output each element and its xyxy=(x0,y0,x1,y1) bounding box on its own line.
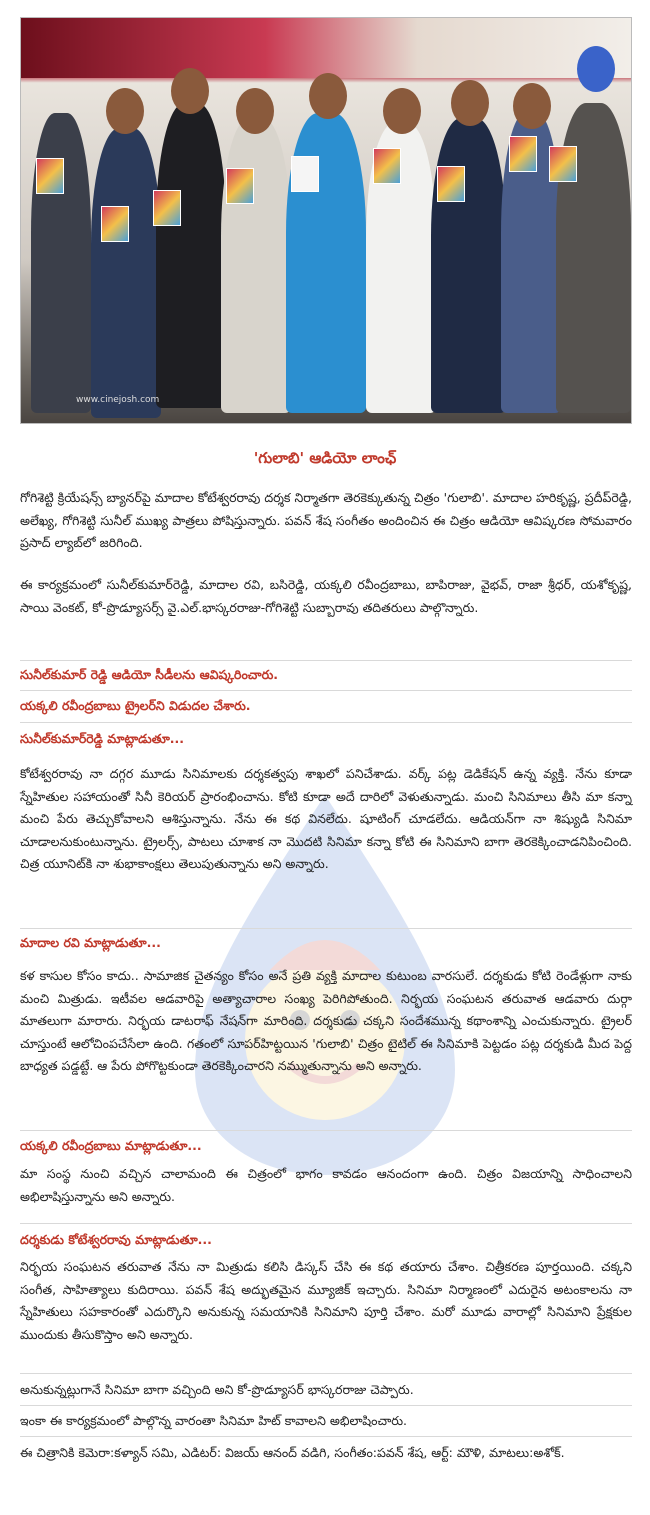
divider xyxy=(20,1223,632,1224)
person-figure xyxy=(156,103,226,408)
attendees-paragraph: ఈ కార్యక్రమంలో సునీల్‌కుమార్‌రెడ్డి, మాదాల రవి, బసిరెడ్డి, యక్కలి రవీంద్రబాబు, బాపిరాజు, వైభవ్, రాజా శ్రీధర్, యశోకృష్ణ, సాయి వెంకట్, కో-ప్రొడ్యూసర్స్ వై.ఎల్.భాస్కరరాజు-గోగిశెట్టి సుబ్బారావు తదితరులు పాల్గొన్నారు. xyxy=(20,577,632,615)
speech-paragraph: కళ కాసుల కోసం కాదు.. సామాజిక చైతన్యం కోసం అనే ప్రతి వ్యక్తి మాదాల కుటుంబ వారసులే. దర్శకుడు కోటి రెండేళ్లుగా నాకు మంచి మిత్రుడు. ఇటీవల ఆడవారిపై అత్యాచారాల సంఖ్య పెరిగిపోతుంది. నిర్భయ సంఘటన తరువాత ఆడవారు దుర్గా మాతలుగా మారారు. నిర్భయ డాటరాఫ్ నేషన్‌గా మారింది. దర్శకుడు చక్కని సందేశమున్న కథాంశాన్ని ఎంచుకున్నారు. ట్రైలర్ చూస్తుంటే ఆలోచింపచేసేలా ఉంది. గతంలో సూపర్‌హిట్టయిన 'గులాబి' చిత్రం టైటిల్ ఈ సినిమాకి పెట్టడం పట్ల దర్శకుడి మీద పెద్ద బాధ్యత పడ్డట్టే. ఆ పేరు పోగొట్టకుండా తెరకెక్కించారని నమ్ముతున్నాను అని అన్నారు. xyxy=(20,968,632,1073)
audio-cd xyxy=(549,146,577,182)
photo-backdrop-banner xyxy=(21,18,631,78)
article-title: 'గులాబి' ఆడియో లాంఛ్ xyxy=(253,449,397,467)
person-figure xyxy=(91,128,161,418)
divider xyxy=(20,1436,632,1437)
speech-paragraph: కోటేశ్వరరావు నా దగ్గర మూడు సినిమాలకు దర్శకత్వపు శాఖలో పనిచేశాడు. వర్క్ పట్ల డెడికేషన్ ఉన్న వ్యక్తి. నేను కూడా స్నేహితుల సహాయంతో సినీ కెరియర్ ప్రారంభించాను. కోటి కూడా అదే దారిలో వెళుతున్నాడు. మంచి సినిమాలు తీసి మా కన్నా మంచి పేరు తెచ్చుకోవాలని ఆశిస్తున్నాను. నేను ఈ కథ వినలేదు. షూటింగ్ చూడలేదు. ఆడియన్‌గా నా శిష్యుడి సినిమా చూడాలనుకుంటున్నాను. ట్రైలర్స్, పాటలు చూశాక నా మొదటి సినిమా కన్నా కోటి ఈ సినిమాని బాగా తెరకెక్కించాడనిపించింది. చిత్ర యూనిట్‌కి నా శుభాకాంక్షలు తెలుపుతున్నాను అని అన్నారు. xyxy=(20,766,632,871)
audio-cd xyxy=(101,206,129,242)
speaker-heading: మాదాల రవి మాట్లాడుతూ... xyxy=(20,935,161,950)
wishes-paragraph: ఇంకా ఈ కార్యక్రమంలో పాల్గొన్న వారంతా సినిమా హిట్ కావాలని అభిలాషించారు. xyxy=(20,1413,407,1428)
credits-paragraph: ఈ చిత్రానికి కెమెరా:కళ్యాన్ సమి, ఎడిటర్: విజయ్ ఆనంద్ వడిగి, సంగీతం:పవన్ శేష, ఆర్ట్: మౌళి, మాటలు:అశోక్. xyxy=(20,1445,565,1460)
cd-release-line: సునీల్‌కుమార్ రెడ్డి ఆడియో సీడీలను ఆవిష్కరించారు. xyxy=(20,667,279,682)
intro-paragraph: గోగిశెట్టి క్రియేషన్స్ బ్యానర్‌పై మాదాల కోటేశ్వరరావు దర్శక నిర్మాతగా తెరకెక్కుతున్న చిత్రం 'గులాబి'. మాదాల హరికృష్ణ, ప్రదీప్‌రెడ్డి, అలేఖ్య, గోగిశెట్టి సునీల్ ముఖ్య పాత్రలు పోషిస్తున్నారు. పవన్ శేష సంగీతం అందించిన ఈ చిత్రం ఆడియో ఆవిష్కరణ సోమవారం ప్రసాద్ ల్యాబ్‌లో జరిగింది. xyxy=(20,490,632,550)
event-photo xyxy=(20,17,632,424)
person-head xyxy=(236,88,274,134)
audio-cd xyxy=(437,166,465,202)
speech-paragraph: నిర్భయ సంఘటన తరువాత నేను నా మిత్రుడు కలిసి డిస్కస్ చేసి ఈ కథ తయారు చేశాం. చిత్రీకరణ పూర్తయింది. చక్కని సంగీత, సాహిత్యాలు కుదిరాయి. పవన్ శేష అద్భుతమైన మ్యూజిక్ ఇచ్చారు. సినిమా నిర్మాణంలో ఎదురైన అటంకాలను నా స్నేహితులు సహకారంతో ఎదుర్కొని అనుకున్న సమయానికి సినిమాని పూర్తి చేశాం. మరో మూడు వారాల్లో సినిమాని ప్రేక్షకుల ముందుకు తీసుకొస్తాం అని అన్నారు. xyxy=(20,1259,632,1342)
person-head xyxy=(513,83,551,129)
person-figure xyxy=(221,118,291,413)
coproducer-paragraph: అనుకున్నట్లుగానే సినిమా బాగా వచ్చింది అని కో-ప్రొడ్యూసర్ భాస్కరరాజు చెప్పారు. xyxy=(20,1382,414,1397)
audio-cd xyxy=(36,158,64,194)
divider xyxy=(20,660,632,661)
divider xyxy=(20,1130,632,1131)
audio-cd xyxy=(291,156,319,192)
divider xyxy=(20,690,632,691)
divider xyxy=(20,928,632,929)
audio-cd xyxy=(373,148,401,184)
divider xyxy=(20,1405,632,1406)
speaker-heading: సునీల్‌కుమార్‌రెడ్డి మాట్లాడుతూ... xyxy=(20,731,185,746)
audio-cd xyxy=(509,136,537,172)
trailer-release-line: యక్కలి రవీంద్రబాబు ట్రైలర్‌ని విడుదల చేశారు. xyxy=(20,698,251,713)
person-figure xyxy=(431,118,506,413)
person-head xyxy=(577,46,615,92)
speaker-heading: యక్కలి రవీంద్రబాబు మాట్లాడుతూ... xyxy=(20,1138,202,1153)
person-head xyxy=(171,68,209,114)
speaker-heading: దర్శకుడు కోటేశ్వరరావు మాట్లాడుతూ... xyxy=(20,1232,212,1247)
divider xyxy=(20,722,632,723)
audio-cd xyxy=(153,190,181,226)
person-head xyxy=(383,88,421,134)
audio-cd xyxy=(226,168,254,204)
person-head xyxy=(309,73,347,119)
photo-watermark: www.cinejosh.com xyxy=(76,395,160,405)
divider xyxy=(20,1373,632,1374)
speech-paragraph: మా సంస్థ నుంచి వచ్చిన చాలామంది ఈ చిత్రంలో భాగం కావడం ఆనందంగా ఉంది. చిత్రం విజయాన్ని సాధించాలని అభిలాషిస్తున్నాను అని అన్నారు. xyxy=(20,1166,632,1204)
person-head xyxy=(451,80,489,126)
person-head xyxy=(106,88,144,134)
